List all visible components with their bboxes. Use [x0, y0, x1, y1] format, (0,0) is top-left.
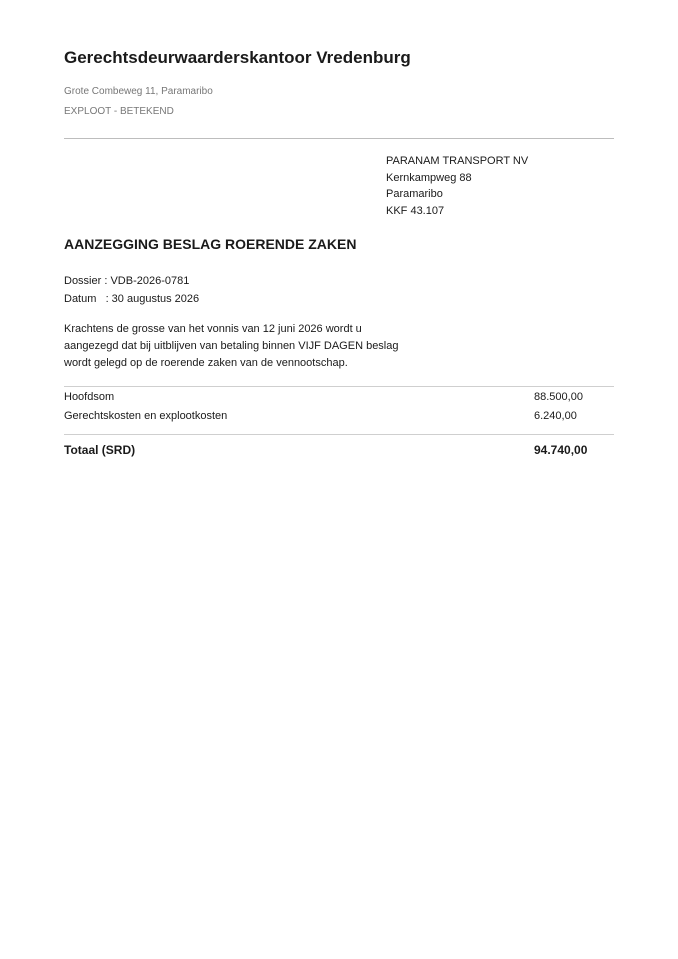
body-paragraph	[64, 321, 424, 372]
document-meta	[64, 272, 199, 308]
line-item-label: Hoofdsom	[64, 391, 115, 403]
recipient-block	[386, 153, 528, 219]
recipient-name: PARANAM TRANSPORT NV	[386, 155, 529, 167]
firm-address: Grote Combeweg 11, Paramaribo	[64, 86, 213, 97]
body-line: aangezegd dat bij uitblijven van betaling binnen VIJF DAGEN beslag	[64, 340, 399, 352]
line-item-amount: 6.240,00	[534, 410, 577, 422]
recipient-street: Kernkampweg 88	[386, 171, 472, 184]
total-amount: 94.740,00	[534, 443, 588, 457]
dossier-number: Dossier : VDB-2026-0781	[64, 275, 190, 287]
firm-name: Gerechtsdeurwaarderskantoor Vredenburg	[64, 48, 411, 67]
line-item-amount: 88.500,00	[534, 391, 583, 403]
line-item	[64, 410, 614, 426]
line-item-label: Gerechtskosten en explootkosten	[64, 410, 228, 422]
total-divider	[64, 434, 614, 435]
document-title: AANZEGGING BESLAG ROERENDE ZAKEN	[64, 236, 357, 252]
total-label: Totaal (SRD)	[64, 443, 136, 457]
items-divider	[64, 386, 614, 387]
document-status: EXPLOOT - BETEKEND	[64, 106, 174, 117]
body-line: wordt gelegd op de roerende zaken van de vennootschap.	[64, 357, 348, 369]
recipient-kkf: KKF 43.107	[386, 204, 445, 217]
total-row	[64, 443, 614, 461]
line-item	[64, 391, 614, 407]
recipient-city: Paramaribo	[386, 188, 443, 200]
header-divider	[64, 138, 614, 139]
body-line: Krachtens de grosse van het vonnis van 12 juni 2026 wordt u	[64, 323, 362, 335]
document-date: Datum : 30 augustus 2026	[64, 293, 200, 305]
